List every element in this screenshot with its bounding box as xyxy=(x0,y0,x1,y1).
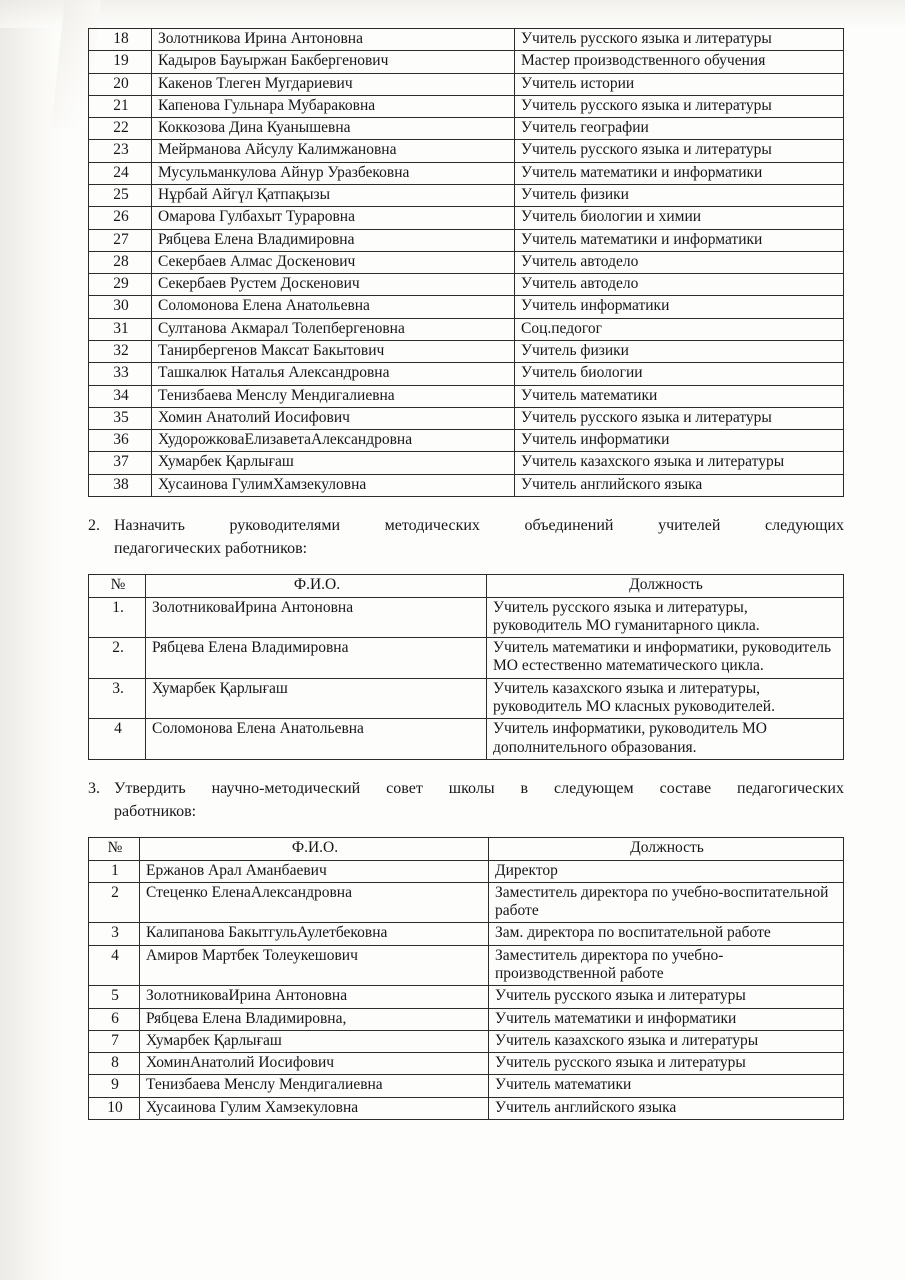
row-name: Какенов Тлеген Мугдариевич xyxy=(152,73,515,95)
row-number: 9 xyxy=(89,1075,140,1097)
row-number: 24 xyxy=(89,162,152,184)
table-row xyxy=(89,597,844,638)
row-name: Амиров Мартбек Толеукешович xyxy=(140,945,489,986)
table-row xyxy=(89,251,844,273)
row-name: Рябцева Елена Владимировна xyxy=(146,638,487,679)
row-name: Золотникова Ирина Антоновна xyxy=(152,29,515,51)
row-name: ХоминАнатолий Иосифович xyxy=(140,1053,489,1075)
table-row xyxy=(89,986,844,1008)
row-name: Рябцева Елена Владимировна, xyxy=(140,1008,489,1030)
header-number: № xyxy=(89,838,140,860)
row-name: Хомин Анатолий Иосифович xyxy=(152,407,515,429)
row-number: 25 xyxy=(89,184,152,206)
table-row xyxy=(89,184,844,206)
table-row xyxy=(89,1075,844,1097)
table-row xyxy=(89,860,844,882)
row-post: Зам. директора по воспитательной работе xyxy=(489,923,844,945)
row-post: Учитель русского языка и литературы xyxy=(489,1053,844,1075)
row-post: Директор xyxy=(489,860,844,882)
row-number: 36 xyxy=(89,430,152,452)
header-name: Ф.И.О. xyxy=(146,575,487,597)
row-post: Мастер производственного обучения xyxy=(515,51,844,73)
table-row xyxy=(89,340,844,362)
row-name: Нұрбай Айгүл Қатпақызы xyxy=(152,184,515,206)
paragraph-item-2 xyxy=(88,515,844,560)
header-number: № xyxy=(89,575,146,597)
row-number: 3 xyxy=(89,923,140,945)
staff-list-table xyxy=(88,28,844,497)
table-row xyxy=(89,678,844,719)
paragraph-line: Утвердить научно-методический совет школы в следующем составе педагогических xyxy=(114,779,844,797)
table-row xyxy=(89,923,844,945)
table-row xyxy=(89,29,844,51)
row-number: 33 xyxy=(89,363,152,385)
page-edge-shadow xyxy=(0,0,62,1280)
table-row xyxy=(89,882,844,923)
row-name: Хумарбек Қарлығаш xyxy=(146,678,487,719)
row-number: 1. xyxy=(89,597,146,638)
row-number: 23 xyxy=(89,140,152,162)
row-name: Хусаинова Гулим Хамзекуловна xyxy=(140,1097,489,1119)
row-name: Кадыров Бауыржан Бакбергенович xyxy=(152,51,515,73)
table-row xyxy=(89,229,844,251)
paragraph-item-3 xyxy=(88,778,844,823)
table-row xyxy=(89,385,844,407)
table-row xyxy=(89,945,844,986)
paragraph-body xyxy=(114,515,844,560)
row-post: Соц.педогог xyxy=(515,318,844,340)
row-number: 26 xyxy=(89,207,152,229)
row-number: 22 xyxy=(89,118,152,140)
council-table-wrap xyxy=(88,837,844,1120)
row-name: Омарова Гулбахыт Тураровна xyxy=(152,207,515,229)
table-row xyxy=(89,1030,844,1052)
row-post: Учитель казахского языка и литературы, руководитель МО класных руководителей. xyxy=(487,678,844,719)
row-name: Танирбергенов Максат Бакытович xyxy=(152,340,515,362)
header-post: Должность xyxy=(489,838,844,860)
row-name: Рябцева Елена Владимировна xyxy=(152,229,515,251)
row-name: Соломонова Елена Анатольевна xyxy=(146,719,487,760)
row-number: 30 xyxy=(89,296,152,318)
table-row xyxy=(89,95,844,117)
row-post: Учитель английского языка xyxy=(489,1097,844,1119)
row-name: Хусаинова ГулимХамзекуловна xyxy=(152,474,515,496)
row-post: Учитель физики xyxy=(515,340,844,362)
row-number: 38 xyxy=(89,474,152,496)
row-number: 10 xyxy=(89,1097,140,1119)
row-post: Учитель математики и информатики xyxy=(489,1008,844,1030)
table-header-row xyxy=(89,838,844,860)
row-name: Соломонова Елена Анатольевна xyxy=(152,296,515,318)
row-post: Учитель математики и информатики xyxy=(515,162,844,184)
table-row xyxy=(89,430,844,452)
row-number: 34 xyxy=(89,385,152,407)
paragraph-body xyxy=(114,778,844,823)
row-number: 3. xyxy=(89,678,146,719)
row-number: 31 xyxy=(89,318,152,340)
row-post: Учитель английского языка xyxy=(515,474,844,496)
table-row xyxy=(89,73,844,95)
table-row xyxy=(89,162,844,184)
row-post: Учитель математики xyxy=(515,385,844,407)
mo-heads-table xyxy=(88,574,844,760)
paragraph-line: работников: xyxy=(114,802,197,820)
row-name: Хумарбек Қарлығаш xyxy=(140,1030,489,1052)
row-name: Капенова Гульнара Мубараковна xyxy=(152,95,515,117)
row-post: Учитель истории xyxy=(515,73,844,95)
council-table xyxy=(88,837,844,1120)
row-number: 21 xyxy=(89,95,152,117)
row-post: Заместитель директора по учебно-производственной работе xyxy=(489,945,844,986)
table-row xyxy=(89,363,844,385)
row-post: Учитель физики xyxy=(515,184,844,206)
row-post: Учитель биологии и химии xyxy=(515,207,844,229)
row-number: 8 xyxy=(89,1053,140,1075)
table-row xyxy=(89,318,844,340)
row-number: 27 xyxy=(89,229,152,251)
row-name: Стеценко ЕленаАлександровна xyxy=(140,882,489,923)
table-row xyxy=(89,140,844,162)
paragraph-marker: 2. xyxy=(88,516,100,534)
row-number: 35 xyxy=(89,407,152,429)
row-name: Мейрманова Айсулу Калимжановна xyxy=(152,140,515,162)
page-top-shadow xyxy=(0,0,905,28)
row-post: Учитель русского языка и литературы xyxy=(515,140,844,162)
header-post: Должность xyxy=(487,575,844,597)
paragraph-marker: 3. xyxy=(88,779,100,797)
row-number: 6 xyxy=(89,1008,140,1030)
table-row xyxy=(89,274,844,296)
table-row xyxy=(89,207,844,229)
row-name: Секербаев Рустем Доскенович xyxy=(152,274,515,296)
row-number: 19 xyxy=(89,51,152,73)
table-row xyxy=(89,1008,844,1030)
row-number: 2 xyxy=(89,882,140,923)
table-row xyxy=(89,638,844,679)
row-name: Тенизбаева Менслу Мендигалиевна xyxy=(152,385,515,407)
table-row xyxy=(89,474,844,496)
row-name: Тенизбаева Менслу Мендигалиевна xyxy=(140,1075,489,1097)
row-post: Учитель русского языка и литературы xyxy=(515,95,844,117)
row-number: 29 xyxy=(89,274,152,296)
row-post: Учитель биологии xyxy=(515,363,844,385)
header-name: Ф.И.О. xyxy=(140,838,489,860)
row-post: Учитель казахского языка и литературы xyxy=(489,1030,844,1052)
table-row xyxy=(89,1097,844,1119)
table-row xyxy=(89,452,844,474)
paragraph-line: педагогических работников: xyxy=(114,539,308,557)
mo-heads-table-wrap xyxy=(88,574,844,760)
row-post: Учитель русского языка и литературы xyxy=(515,407,844,429)
row-post: Учитель математики и информатики, руководитель МО естественно математического цикла. xyxy=(487,638,844,679)
row-post: Учитель автодело xyxy=(515,251,844,273)
row-number: 28 xyxy=(89,251,152,273)
row-number: 4 xyxy=(89,719,146,760)
row-number: 37 xyxy=(89,452,152,474)
row-number: 32 xyxy=(89,340,152,362)
table-row xyxy=(89,719,844,760)
row-name: Ержанов Арал Аманбаевич xyxy=(140,860,489,882)
row-name: ЗолотниковаИрина Антоновна xyxy=(146,597,487,638)
table-row xyxy=(89,407,844,429)
row-number: 1 xyxy=(89,860,140,882)
table-header-row xyxy=(89,575,844,597)
row-number: 4 xyxy=(89,945,140,986)
row-number: 2. xyxy=(89,638,146,679)
row-number: 20 xyxy=(89,73,152,95)
row-post: Учитель русского языка и литературы xyxy=(515,29,844,51)
row-name: ХудорожковаЕлизаветаАлександровна xyxy=(152,430,515,452)
row-name: Калипанова БакытгульАулетбековна xyxy=(140,923,489,945)
document-content xyxy=(88,28,844,1120)
row-name: Секербаев Алмас Доскенович xyxy=(152,251,515,273)
row-post: Учитель математики xyxy=(489,1075,844,1097)
row-name: Мусульманкулова Айнур Уразбековна xyxy=(152,162,515,184)
row-number: 5 xyxy=(89,986,140,1008)
table-row xyxy=(89,118,844,140)
row-post: Учитель информатики xyxy=(515,430,844,452)
row-post: Учитель русского языка и литературы xyxy=(489,986,844,1008)
table-row xyxy=(89,1053,844,1075)
table-row xyxy=(89,51,844,73)
row-number: 7 xyxy=(89,1030,140,1052)
row-number: 18 xyxy=(89,29,152,51)
table-row xyxy=(89,296,844,318)
row-post: Учитель русского языка и литературы, руководитель МО гуманитарного цикла. xyxy=(487,597,844,638)
row-post: Учитель математики и информатики xyxy=(515,229,844,251)
row-post: Учитель автодело xyxy=(515,274,844,296)
row-post: Учитель казахского языка и литературы xyxy=(515,452,844,474)
row-post: Учитель информатики xyxy=(515,296,844,318)
row-name: Коккозова Дина Куанышевна xyxy=(152,118,515,140)
row-name: Султанова Акмарал Толепбергеновна xyxy=(152,318,515,340)
row-name: Ташкалюк Наталья Александровна xyxy=(152,363,515,385)
row-post: Учитель географии xyxy=(515,118,844,140)
row-name: Хумарбек Қарлығаш xyxy=(152,452,515,474)
paragraph-line: Назначить руководителями методических объединений учителей следующих xyxy=(114,516,844,534)
row-name: ЗолотниковаИрина Антоновна xyxy=(140,986,489,1008)
row-post: Заместитель директора по учебно-воспитательной работе xyxy=(489,882,844,923)
row-post: Учитель информатики, руководитель МО дополнительного образования. xyxy=(487,719,844,760)
